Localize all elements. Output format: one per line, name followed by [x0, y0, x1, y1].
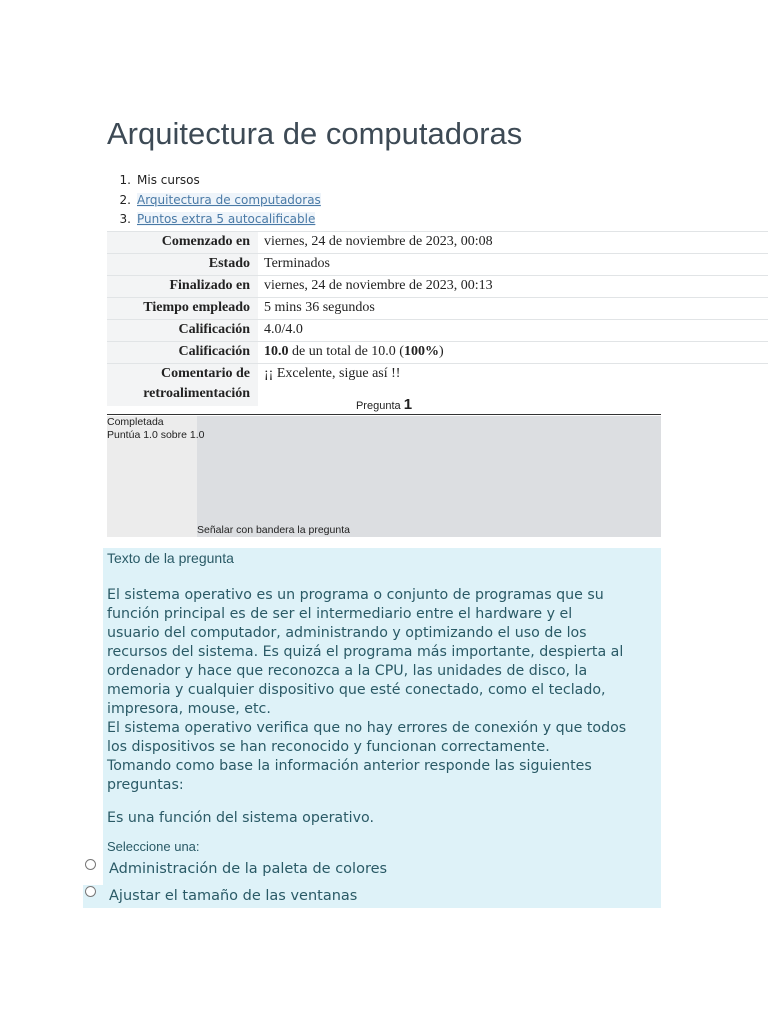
flag-question-link[interactable]: Señalar con bandera la pregunta [197, 524, 350, 536]
summary-row [107, 298, 768, 320]
question-body-line: recursos del sistema. Es quizá el programa más importante, despierta al [107, 644, 624, 660]
summary-label: Calificación [107, 342, 258, 364]
summary-value [258, 342, 768, 364]
question-status: Completada [107, 416, 164, 428]
radio-button[interactable] [85, 886, 96, 897]
question-body-line: El sistema operativo verifica que no hay errores de conexión y que todos [107, 720, 627, 736]
answer-option[interactable] [83, 859, 663, 883]
breadcrumb-number: 1. [119, 173, 131, 187]
answer-option-label: Administración de la paleta de colores [109, 861, 388, 877]
summary-row [107, 276, 768, 298]
grade-text-end: ) [438, 344, 444, 359]
breadcrumb-link-quiz[interactable]: Puntos extra 5 autocalificable [137, 212, 316, 226]
question-body-line: impresora, mouse, etc. [107, 701, 271, 717]
question-content [103, 548, 661, 908]
grade-score: 10.0 [264, 344, 289, 359]
breadcrumb-number: 3. [119, 212, 131, 226]
summary-row [107, 320, 768, 342]
question-body-line: los dispositivos se han reconocido y funcionan correctamente. [107, 739, 550, 755]
summary-value: Terminados [258, 254, 768, 276]
summary-label: Estado [107, 254, 258, 276]
answer-option-label: Ajustar el tamaño de las ventanas [109, 888, 358, 904]
question-text-label: Texto de la pregunta [107, 550, 234, 566]
breadcrumb-item [107, 191, 321, 211]
summary-label: Comenzado en [107, 232, 258, 254]
breadcrumb-link-course[interactable]: Arquitectura de computadoras [137, 192, 321, 207]
grade-text: de un total de 10.0 ( [288, 344, 404, 359]
question-prompt: Es una función del sistema operativo. [107, 810, 374, 826]
summary-value: 5 mins 36 segundos [258, 298, 768, 320]
attempt-summary-table [107, 231, 768, 406]
question-status-block [107, 416, 205, 442]
answer-option[interactable] [83, 886, 663, 910]
feedback-label-line1: Comentario de [160, 366, 250, 381]
summary-row [107, 254, 768, 276]
breadcrumb-mis-cursos: Mis cursos [137, 173, 200, 187]
breadcrumb-item [107, 210, 321, 230]
page-title: Arquitectura de computadoras [107, 116, 523, 151]
breadcrumb [107, 171, 321, 230]
summary-row [107, 232, 768, 254]
question-body-line: Tomando como base la información anterior responde las siguientes [107, 758, 592, 774]
question-body-line: ordenador y hace que reconozca a la CPU, las unidades de disco, la [107, 663, 588, 679]
question-heading-label: Pregunta [355, 400, 401, 412]
radio-button[interactable] [85, 859, 96, 870]
question-score: Puntúa 1.0 sobre 1.0 [107, 429, 205, 441]
feedback-label-line2: retroalimentación [143, 386, 250, 401]
breadcrumb-item [107, 171, 321, 191]
summary-value: viernes, 24 de noviembre de 2023, 00:13 [258, 276, 768, 298]
question-body-line: usuario del computador, administrando y optimizando el uso de los [107, 625, 587, 641]
question-number: 1 [403, 396, 413, 413]
select-one-label: Seleccione una: [107, 839, 200, 854]
summary-row [107, 342, 768, 364]
question-body [107, 586, 661, 795]
question-body-line: función principal es de ser el intermediario entre el hardware y el [107, 606, 573, 622]
summary-value: 4.0/4.0 [258, 320, 768, 342]
summary-value: viernes, 24 de noviembre de 2023, 00:08 [258, 232, 768, 254]
summary-label: Tiempo empleado [107, 298, 258, 320]
question-body-line: memoria y cualquier dispositivo que esté conectado, como el teclado, [107, 682, 606, 698]
summary-label: Finalizado en [107, 276, 258, 298]
question-body-line: preguntas: [107, 777, 184, 793]
breadcrumb-number: 2. [119, 192, 131, 207]
summary-label: Calificación [107, 320, 258, 342]
question-body-line: El sistema operativo es un programa o conjunto de programas que su [107, 587, 604, 603]
question-heading [107, 396, 661, 415]
summary-value: ¡¡ Excelente, sigue así !! [258, 364, 768, 407]
question-info-box [107, 416, 661, 537]
grade-percent: 100% [403, 344, 439, 359]
